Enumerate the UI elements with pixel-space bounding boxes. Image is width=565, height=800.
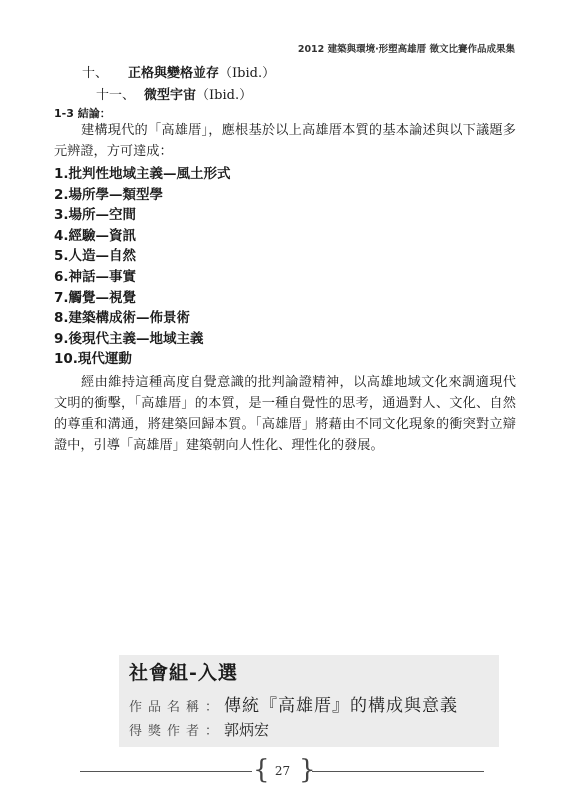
list-index: 6. — [54, 268, 69, 285]
sub-item-10 — [82, 62, 275, 81]
list-item — [54, 185, 231, 206]
list-index: 5. — [54, 248, 69, 265]
award-box — [119, 655, 499, 747]
sub-item-ref: （Ibid.） — [196, 88, 253, 103]
list-index: 10. — [54, 351, 78, 368]
author-row — [129, 719, 269, 740]
list-index: 9. — [54, 330, 69, 347]
work-title: 傳統『高雄厝』的構成與意義 — [224, 696, 459, 716]
topic-list — [54, 164, 231, 370]
sub-item-title: 微型宇宙 — [144, 88, 197, 103]
sub-item-11 — [96, 84, 252, 103]
list-item — [54, 329, 231, 350]
list-item — [54, 349, 231, 370]
list-index: 3. — [54, 207, 69, 224]
list-index: 7. — [54, 289, 69, 306]
list-text: 場所學—類型學 — [68, 186, 164, 203]
intro-paragraph: 建構現代的「高雄厝」，應根基於以上高雄厝本質的基本論述與以下議題多元辨證，方可達成： — [54, 123, 516, 159]
list-text: 建築構成術—佈景術 — [68, 310, 191, 327]
list-text: 人造—自然 — [68, 248, 137, 265]
author-label: 得獎作者： — [129, 724, 225, 739]
list-index: 8. — [54, 310, 69, 327]
sub-item-title: 正格與變格並存 — [128, 66, 220, 81]
list-text: 批判性地域主義—風土形式 — [68, 166, 231, 182]
list-text: 現代運動 — [77, 351, 132, 368]
list-item — [54, 246, 231, 267]
list-index: 1. — [54, 166, 69, 182]
list-text: 觸覺—視覺 — [68, 289, 137, 306]
list-text: 經驗—資訊 — [68, 227, 137, 244]
list-item — [54, 226, 231, 247]
author-name: 郭炳宏 — [224, 721, 270, 739]
list-index: 2. — [54, 186, 69, 203]
conclusion-paragraph: 經由維持這種高度自覺意識的批判論證精神，以高雄地域文化來調適現代文明的衝擊，「高雄厝」的本質，是一種自覺性的思考，通過對人、文化、自然的尊重和溝通，將建築回歸本質。「高雄厝」將藉由不同文化現象的衝突對立辯證中，引導「高雄厝」建築朝向人性化、理性化的發展。 — [54, 375, 516, 453]
list-item — [54, 308, 231, 329]
right-brace-ornament: } — [299, 755, 316, 785]
award-group: 社會組-入選 — [129, 662, 238, 684]
list-text: 後現代主義—地域主義 — [68, 330, 204, 347]
list-item — [54, 164, 231, 185]
sub-item-number: 十一、 — [96, 88, 136, 103]
sub-item-ref: （Ibid.） — [219, 66, 276, 81]
work-label: 作品名稱： — [129, 700, 225, 715]
list-text: 場所—空間 — [68, 207, 137, 224]
page-header: 2012 建築與環境·形塑高雄厝 徵文比賽作品成果集 — [297, 44, 515, 55]
list-item — [54, 288, 231, 309]
list-index: 4. — [54, 227, 69, 244]
section-label: 1-3 結論： — [54, 107, 111, 120]
page-number: 27 — [274, 764, 291, 778]
list-item — [54, 267, 231, 288]
list-text: 神話—事實 — [68, 268, 137, 285]
work-title-row — [129, 691, 458, 716]
sub-item-number: 十、 — [82, 66, 109, 81]
list-item — [54, 205, 231, 226]
left-brace-ornament: { — [253, 755, 270, 785]
